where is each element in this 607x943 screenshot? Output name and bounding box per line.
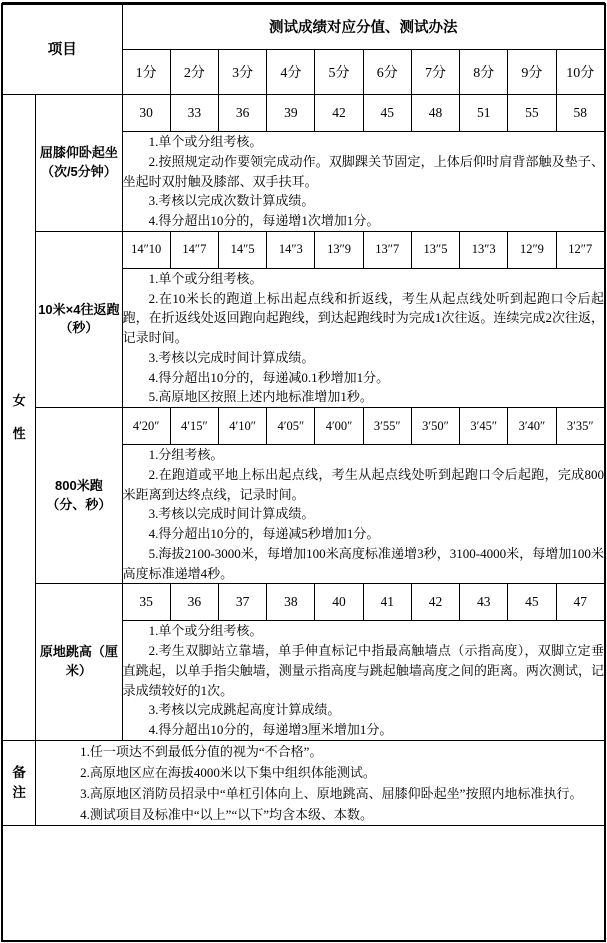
value-cell: 48 bbox=[411, 95, 459, 132]
note-line: 3.高原地区消防员招录中“单杠引体向上、原地跳高、屈膝仰卧起坐”按照内地标准执行。 bbox=[80, 785, 583, 801]
value-cell: 33 bbox=[170, 95, 218, 132]
header-score-5: 5分 bbox=[315, 50, 363, 95]
header-score-4: 4分 bbox=[267, 50, 315, 95]
value-cell: 42 bbox=[411, 584, 459, 621]
method-text-vertical-jump bbox=[122, 621, 604, 741]
method-line: 5.高原地区按照上述内地标准增加1秒。 bbox=[148, 389, 373, 405]
value-cell: 3′35″ bbox=[556, 408, 604, 445]
value-cell: 4′15″ bbox=[170, 408, 218, 445]
value-cell: 39 bbox=[267, 95, 315, 132]
method-line: 2.在10米长的跑道上标出起点线和折返线，考生从起点线处听到起跑口令后起跑，在折返线处返回跑向起跑线，到达起跑线时为完成1次往返。连续完成2次往返，记录时间。 bbox=[122, 290, 604, 345]
event-row-values-800m bbox=[3, 408, 605, 445]
notes-body bbox=[36, 740, 605, 825]
header-score-8: 8分 bbox=[460, 50, 508, 95]
fitness-standards-table-page bbox=[0, 2, 607, 943]
gender-char-2: 性 bbox=[12, 426, 26, 442]
method-line: 1.分组考核。 bbox=[148, 447, 224, 462]
notes-label-char-1: 备 bbox=[12, 764, 26, 780]
notes-label-char-2: 注 bbox=[12, 784, 26, 800]
value-cell: 37 bbox=[219, 584, 267, 621]
method-text-shuttle-run bbox=[122, 268, 604, 407]
header-score-1: 1分 bbox=[122, 50, 170, 95]
event-row-values-jump bbox=[3, 584, 605, 621]
value-cell: 55 bbox=[508, 95, 556, 132]
value-cell: 3′40″ bbox=[508, 408, 556, 445]
value-cell: 3′55″ bbox=[363, 408, 411, 445]
method-line: 3.考核以完成跳起高度计算成绩。 bbox=[148, 702, 341, 718]
gender-label-female bbox=[3, 95, 36, 741]
header-score-6: 6分 bbox=[363, 50, 411, 95]
note-line: 2.高原地区应在海拔4000米以下集中组织体能测试。 bbox=[80, 764, 376, 780]
value-cell: 4′20″ bbox=[122, 408, 170, 445]
event-row-values-shuttle bbox=[3, 231, 605, 268]
header-score-7: 7分 bbox=[411, 50, 459, 95]
value-cell: 47 bbox=[556, 584, 604, 621]
value-cell: 14″3 bbox=[267, 231, 315, 268]
method-text-situps bbox=[122, 132, 604, 232]
event-name-shuttle-run: 10米×4往返跑（秒） bbox=[36, 231, 122, 407]
value-cell: 12″7 bbox=[556, 231, 604, 268]
method-line: 2.考生双脚站立靠墙，单手伸直标记中指最高触墙点（示指高度），双脚立定垂直跳起，以单手指尖触墙，测量示指高度与跳起触墙高度之间的距离。两次测试，记录成绩较好的1次。 bbox=[122, 643, 604, 698]
method-line: 5.海拔2100-3000米，每增加100米高度标准递增3秒，3100-4000米，每增加100米高度标准递增4秒。 bbox=[122, 545, 604, 581]
header-row-main bbox=[3, 3, 605, 50]
header-item-label: 项目 bbox=[3, 3, 123, 95]
method-line: 2.按照规定动作要领完成动作。双脚踝关节固定，上体后仰时肩背部触及垫子、坐起时双肘触及膝部、双手扶耳。 bbox=[122, 153, 604, 189]
header-score-3: 3分 bbox=[219, 50, 267, 95]
value-cell: 45 bbox=[363, 95, 411, 132]
value-cell: 13″9 bbox=[315, 231, 363, 268]
value-cell: 43 bbox=[460, 584, 508, 621]
event-name-800m-run: 800米跑（分、秒） bbox=[36, 408, 122, 584]
value-cell: 36 bbox=[219, 95, 267, 132]
value-cell: 38 bbox=[267, 584, 315, 621]
notes-label bbox=[3, 740, 36, 825]
value-cell: 30 bbox=[122, 95, 170, 132]
header-score-2: 2分 bbox=[170, 50, 218, 95]
value-cell: 41 bbox=[363, 584, 411, 621]
value-cell: 13″3 bbox=[460, 231, 508, 268]
value-cell: 14″7 bbox=[170, 231, 218, 268]
note-line: 4.测试项目及标准中“以上”“以下”均含本级、本数。 bbox=[80, 806, 373, 822]
notes-row bbox=[3, 740, 605, 825]
method-line: 3.考核以完成时间计算成绩。 bbox=[148, 506, 315, 522]
value-cell: 4′10″ bbox=[219, 408, 267, 445]
header-main-label: 测试成绩对应分值、测试办法 bbox=[122, 3, 604, 50]
event-row-values-situps bbox=[3, 95, 605, 132]
method-text-800m-run bbox=[122, 445, 604, 584]
value-cell: 4′05″ bbox=[267, 408, 315, 445]
value-cell: 3′50″ bbox=[411, 408, 459, 445]
method-line: 4.得分超出10分的，每递减0.1秒增加1分。 bbox=[148, 369, 390, 385]
method-line: 4.得分超出10分的，每递增1次增加1分。 bbox=[148, 213, 380, 228]
value-cell: 12″9 bbox=[508, 231, 556, 268]
method-line: 4.得分超出10分的，每递增3厘米增加1分。 bbox=[148, 722, 393, 737]
value-cell: 40 bbox=[315, 584, 363, 621]
method-line: 4.得分超出10分的，每递减5秒增加1分。 bbox=[148, 526, 380, 541]
method-line: 1.单个或分组考核。 bbox=[148, 134, 263, 149]
value-cell: 13″5 bbox=[411, 231, 459, 268]
event-name-situps: 屈膝仰卧起坐（次/5分钟） bbox=[36, 95, 122, 232]
value-cell: 35 bbox=[122, 584, 170, 621]
note-line: 1.任一项达不到最低分值的视为“不合格”。 bbox=[80, 743, 323, 759]
event-name-vertical-jump: 原地跳高（厘米） bbox=[36, 584, 122, 741]
value-cell: 14″5 bbox=[219, 231, 267, 268]
value-cell: 45 bbox=[508, 584, 556, 621]
value-cell: 42 bbox=[315, 95, 363, 132]
value-cell: 51 bbox=[460, 95, 508, 132]
value-cell: 4′00″ bbox=[315, 408, 363, 445]
method-line: 1.单个或分组考核。 bbox=[148, 623, 263, 639]
fitness-standards-table bbox=[2, 2, 605, 826]
value-cell: 14″10 bbox=[122, 231, 170, 268]
value-cell: 58 bbox=[556, 95, 604, 132]
value-cell: 36 bbox=[170, 584, 218, 621]
method-line: 2.在跑道或平地上标出起点线，考生从起点线处听到起跑口令后起跑，完成800米距离到达终点线，记录时间。 bbox=[122, 466, 604, 502]
value-cell: 13″7 bbox=[363, 231, 411, 268]
method-line: 3.考核以完成时间计算成绩。 bbox=[148, 349, 315, 365]
gender-char-1: 女 bbox=[12, 392, 26, 408]
method-line: 3.考核以完成次数计算成绩。 bbox=[148, 193, 315, 209]
value-cell: 3′45″ bbox=[460, 408, 508, 445]
method-line: 1.单个或分组考核。 bbox=[148, 270, 263, 286]
header-score-10: 10分 bbox=[556, 50, 604, 95]
header-score-9: 9分 bbox=[508, 50, 556, 95]
